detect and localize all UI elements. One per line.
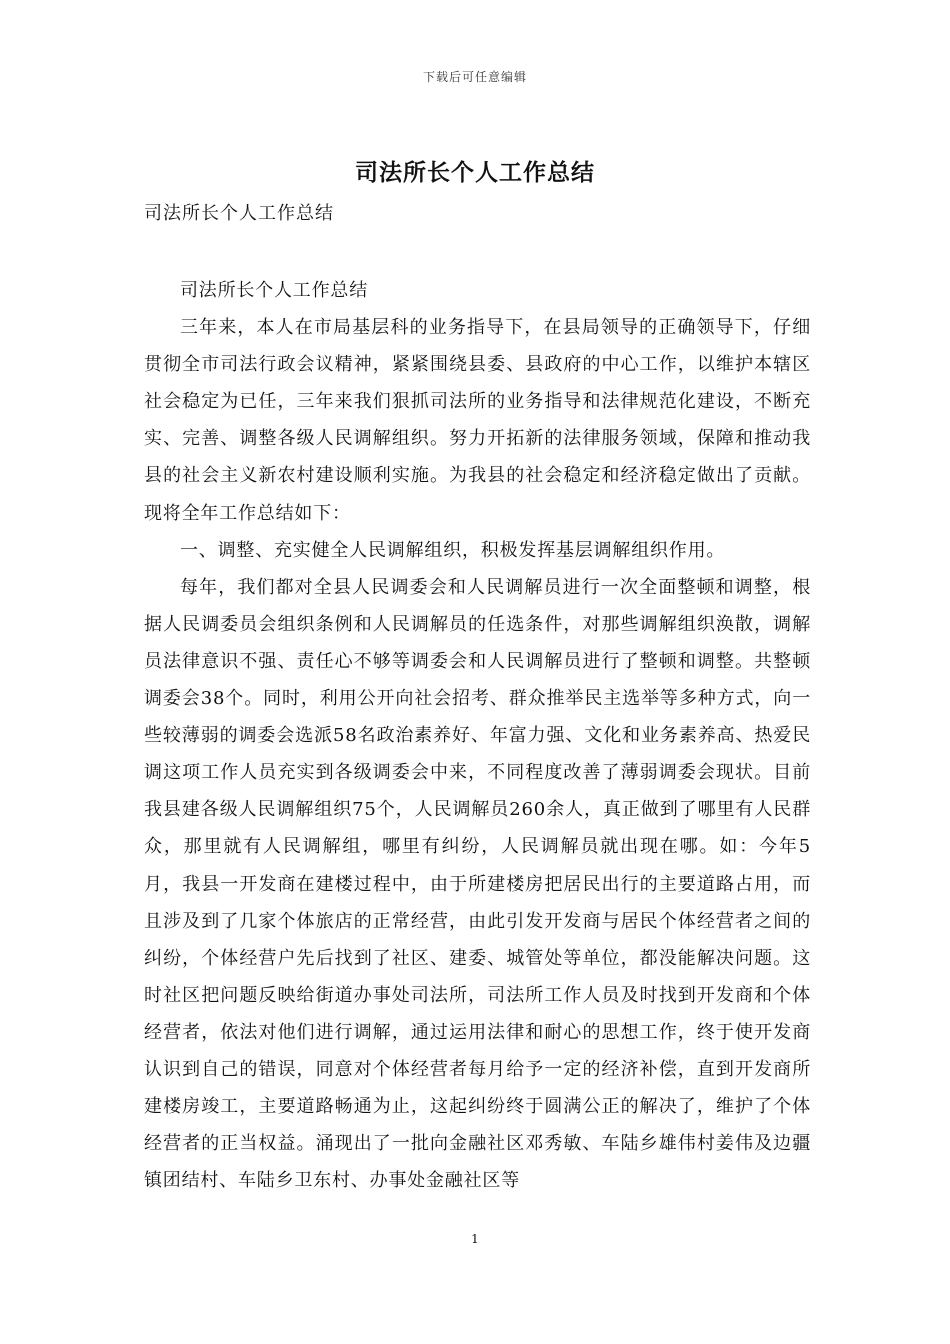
header-note: 下载后可任意编辑	[422, 70, 527, 84]
document-title: 司法所长个人工作总结	[355, 159, 595, 186]
document-body	[144, 272, 811, 1199]
document-subtitle: 司法所长个人工作总结	[144, 203, 334, 224]
body-paragraph-intro: 三年来，本人在市局基层科的业务指导下，在县局领导的正确领导下，仔细贯彻全市司法行政会议精神，紧紧围绕县委、县政府的中心工作，以维护本辖区社会稳定为已任，三年来我们狠抓司法所的业务指导和法律规范化建设，不断充实、完善、调整各级人民调解组织。努力开拓新的法律服务领域，保障和推动我县的社会主义新农村建设顺利实施。为我县的社会稳定和经济稳定做出了贡献。现将全年工作总结如下：	[144, 317, 811, 524]
body-paragraph-details: 每年，我们都对全县人民调委会和人民调解员进行一次全面整顿和调整，根据人民调委员会组织条例和人民调解员的任选条件，对那些调解组织涣散，调解员法律意识不强、责任心不够等调委会和人民调解员进行了整顿和调整。共整顿调委会38个。同时，利用公开向社会招考、群众推举民主选举等多种方式，向一些较薄弱的调委会选派58名政治素养好、年富力强、文化和业务素养高、热爱民调这项工作人员充实到各级调委会中来，不同程度改善了薄弱调委会现状。目前我县建各级人民调解组织75个，人民调解员260余人，真正做到了哪里有人民群众，那里就有人民调解组，哪里有纠纷，人民调解员就出现在哪。如：今年5月，我县一开发商在建楼过程中，由于所建楼房把居民出行的主要道路占用，而且涉及到了几家个体旅店的正常经营，由此引发开发商与居民个体经营者之间的纠纷，个体经营户先后找到了社区、建委、城管处等单位，都没能解决问题。这时社区把问题反映给街道办事处司法所，司法所工作人员及时找到开发商和个体经营者，依法对他们进行调解，通过运用法律和耐心的思想工作，终于使开发商认识到自己的错误，同意对个体经营者每月给予一定的经济补偿，直到开发商所建楼房竣工，主要道路畅通为止，这起纠纷终于圆满公正的解决了，维护了个体经营者的正当权益。涌现出了一批向金融社区邓秀敏、车陆乡雄伟村姜伟及边疆镇团结村、车陆乡卫东村、办事处金融社区等	[144, 576, 811, 1192]
body-paragraph-section-heading: 一、调整、充实健全人民调解组织，积极发挥基层调解组织作用。	[180, 539, 726, 561]
body-paragraph-heading: 司法所长个人工作总结	[180, 280, 368, 301]
page-number: 1	[471, 1232, 479, 1246]
